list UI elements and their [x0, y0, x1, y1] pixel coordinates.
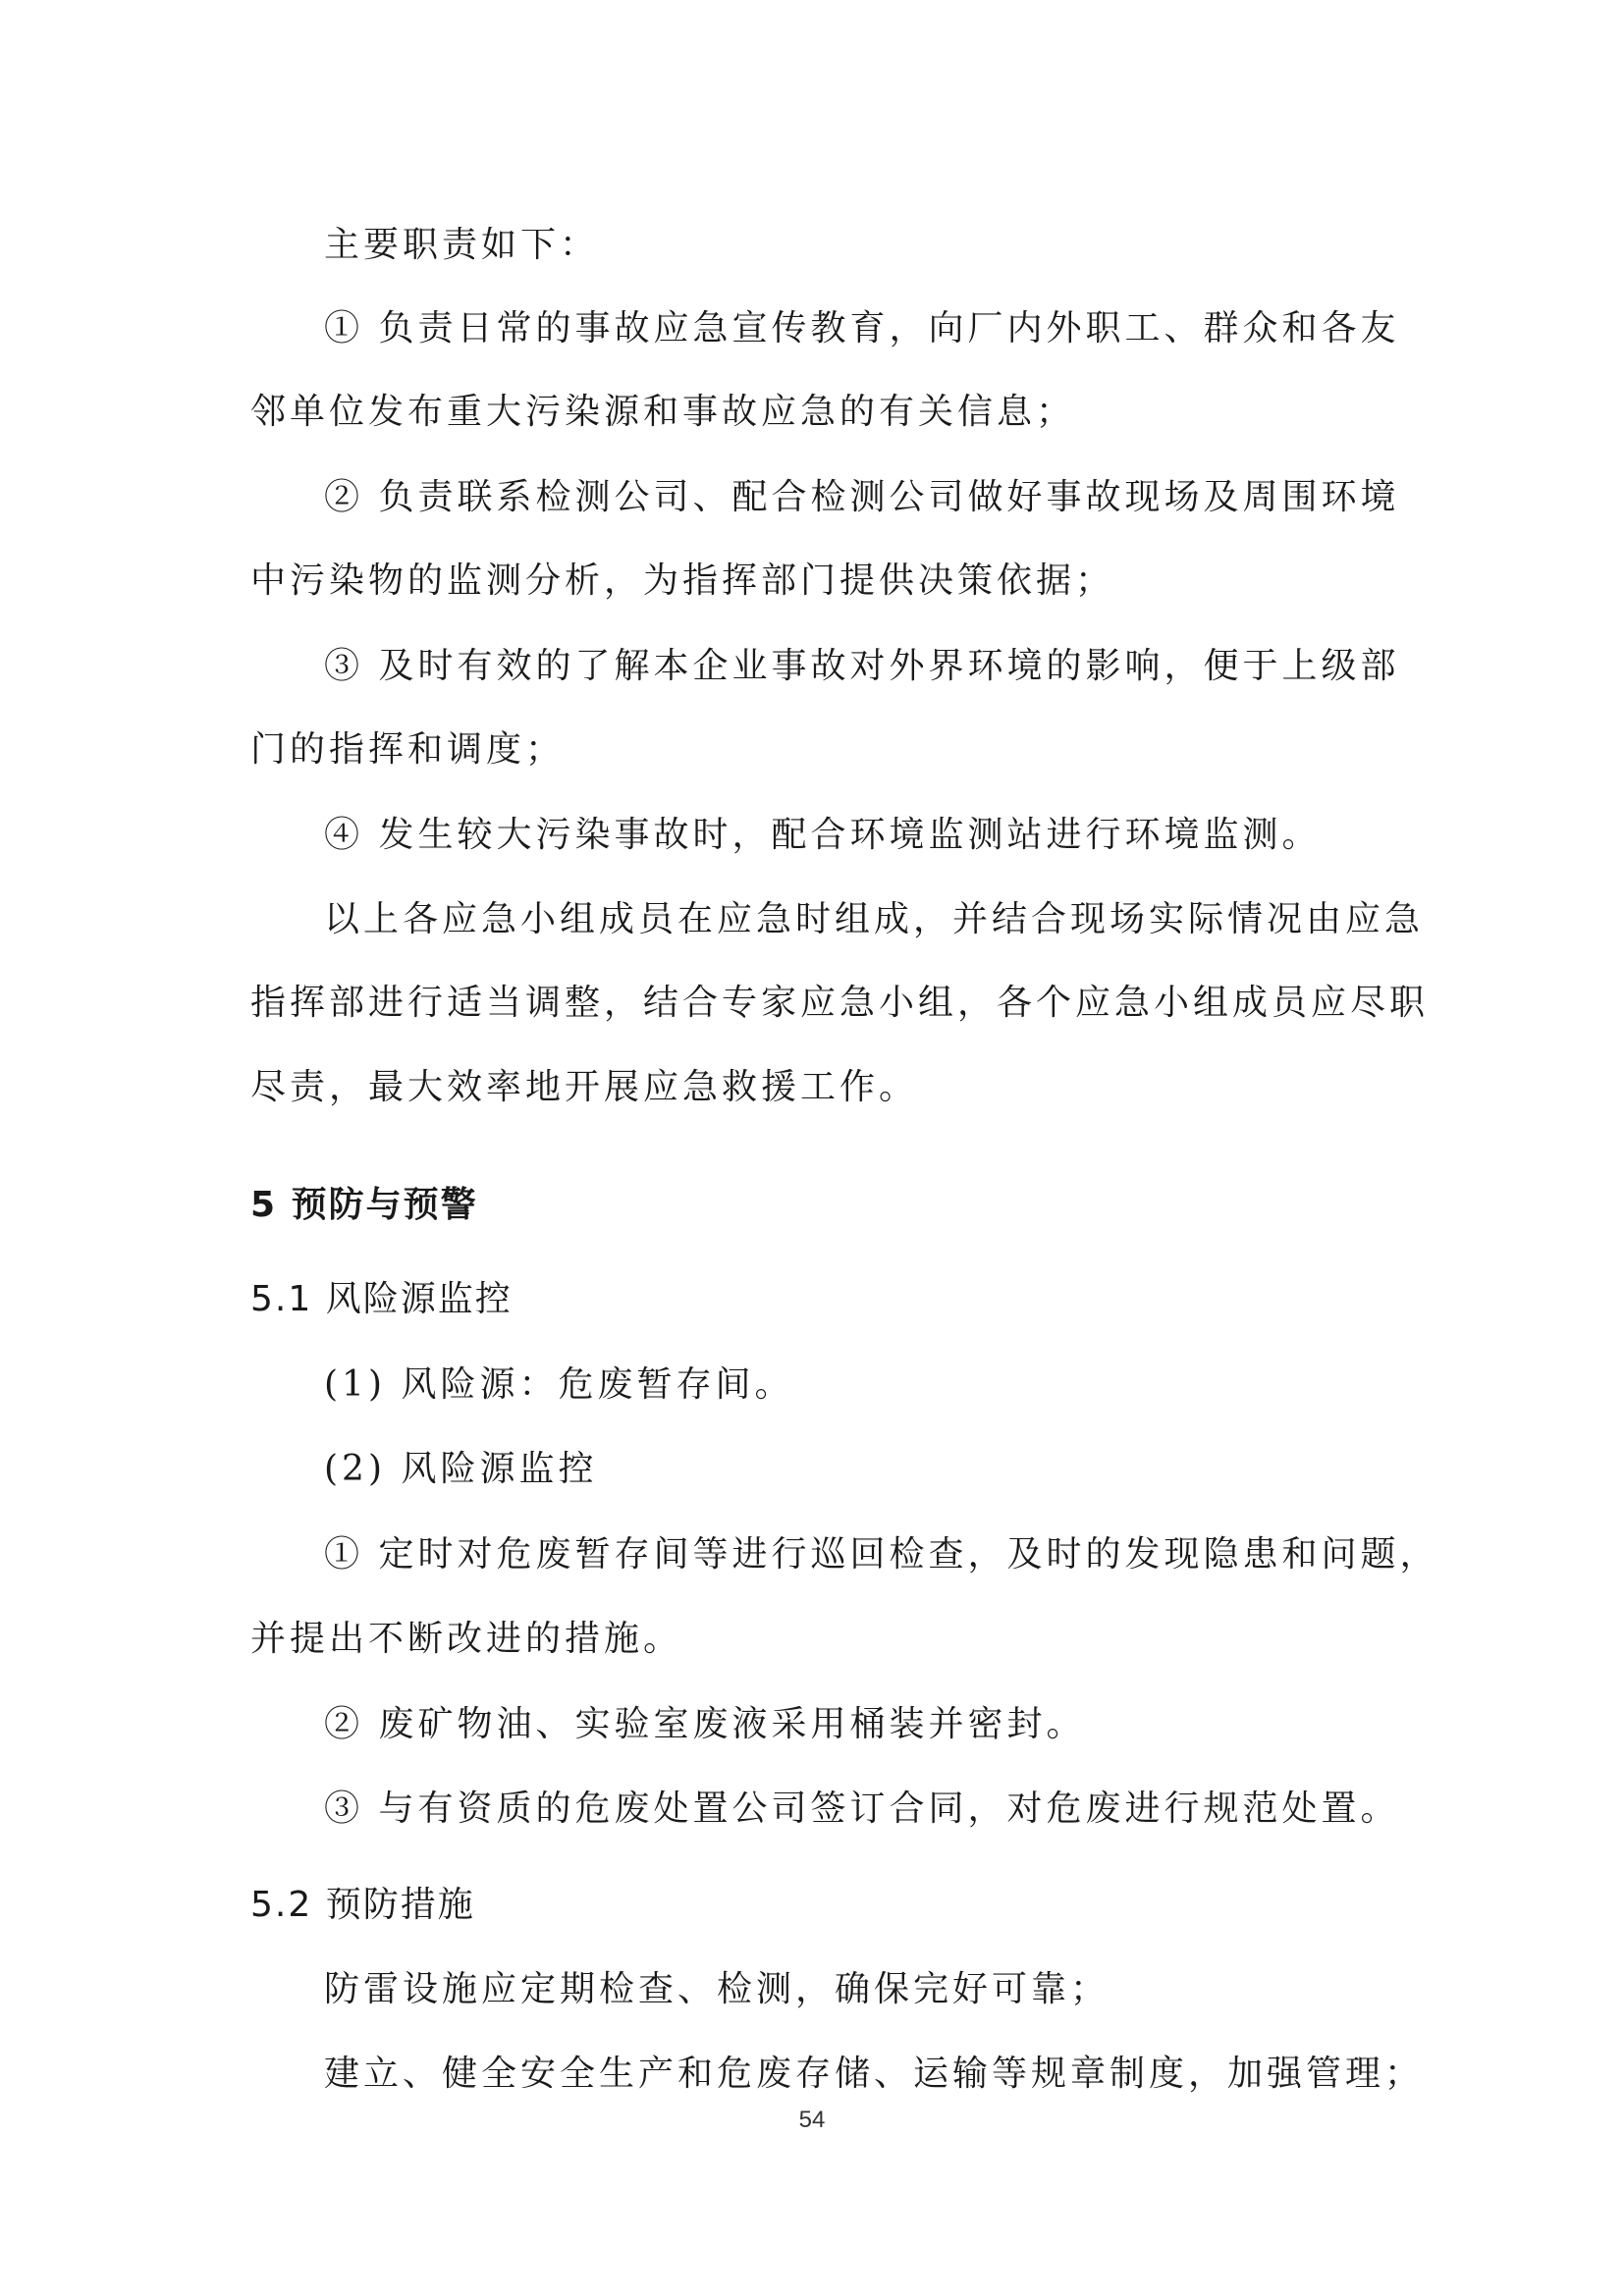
list-item-2-continued: 中污染物的监测分析，为指挥部门提供决策依据； [250, 561, 1115, 601]
list-item-1-continued: 邻单位发布重大污染源和事故应急的有关信息； [250, 392, 1076, 432]
list-item-1-continued: 并提出不断改进的措施。 [250, 1619, 683, 1659]
paragraph-line: 尽责，最大效率地开展应急救援工作。 [250, 1067, 919, 1107]
paragraph-line: 以上各应急小组成员在应急时组成，并结合现场实际情况由应急 [324, 899, 1425, 939]
list-item-3-continued: 门的指挥和调度； [250, 729, 566, 770]
paragraph-line: 防雷设施应定期检查、检测，确保完好可靠； [324, 1969, 1110, 2009]
subsection-heading-5-2: 5.2 预防措施 [250, 1885, 475, 1925]
page-number: 54 [798, 2107, 826, 2133]
section-heading-5: 5 预防与预警 [250, 1185, 478, 1225]
paragraph-line: 指挥部进行适当调整，结合专家应急小组，各个应急小组成员应尽职 [250, 983, 1430, 1023]
list-item-1: ① 负责日常的事故应急宣传教育，向厂内外职工、群众和各友 [324, 308, 1400, 348]
list-item-2: ② 负责联系检测公司、配合检测公司做好事故现场及周围环境 [324, 477, 1400, 517]
list-item-3: ③ 与有资质的危废处置公司签订合同，对危废进行规范处置。 [324, 1789, 1400, 1829]
paragraph-line: 主要职责如下： [324, 225, 600, 265]
list-item-1: ① 定时对危废暂存间等进行巡回检查，及时的发现隐患和问题， [324, 1534, 1439, 1575]
subsection-heading-5-1: 5.1 风险源监控 [250, 1279, 513, 1319]
list-item-3: ③ 及时有效的了解本企业事故对外界环境的影响，便于上级部 [324, 646, 1400, 686]
list-item-2: ② 废矿物油、实验室废液采用桶装并密封。 [324, 1704, 1086, 1744]
paragraph-line: 建立、健全安全生产和危废存储、运输等规章制度，加强管理； [324, 2054, 1425, 2094]
paragraph-line: (1) 风险源：危废暂存间。 [324, 1364, 794, 1405]
list-item-4: ④ 发生较大污染事故时，配合环境监测站进行环境监测。 [324, 815, 1322, 855]
paragraph-line: (2) 风险源监控 [324, 1449, 598, 1489]
